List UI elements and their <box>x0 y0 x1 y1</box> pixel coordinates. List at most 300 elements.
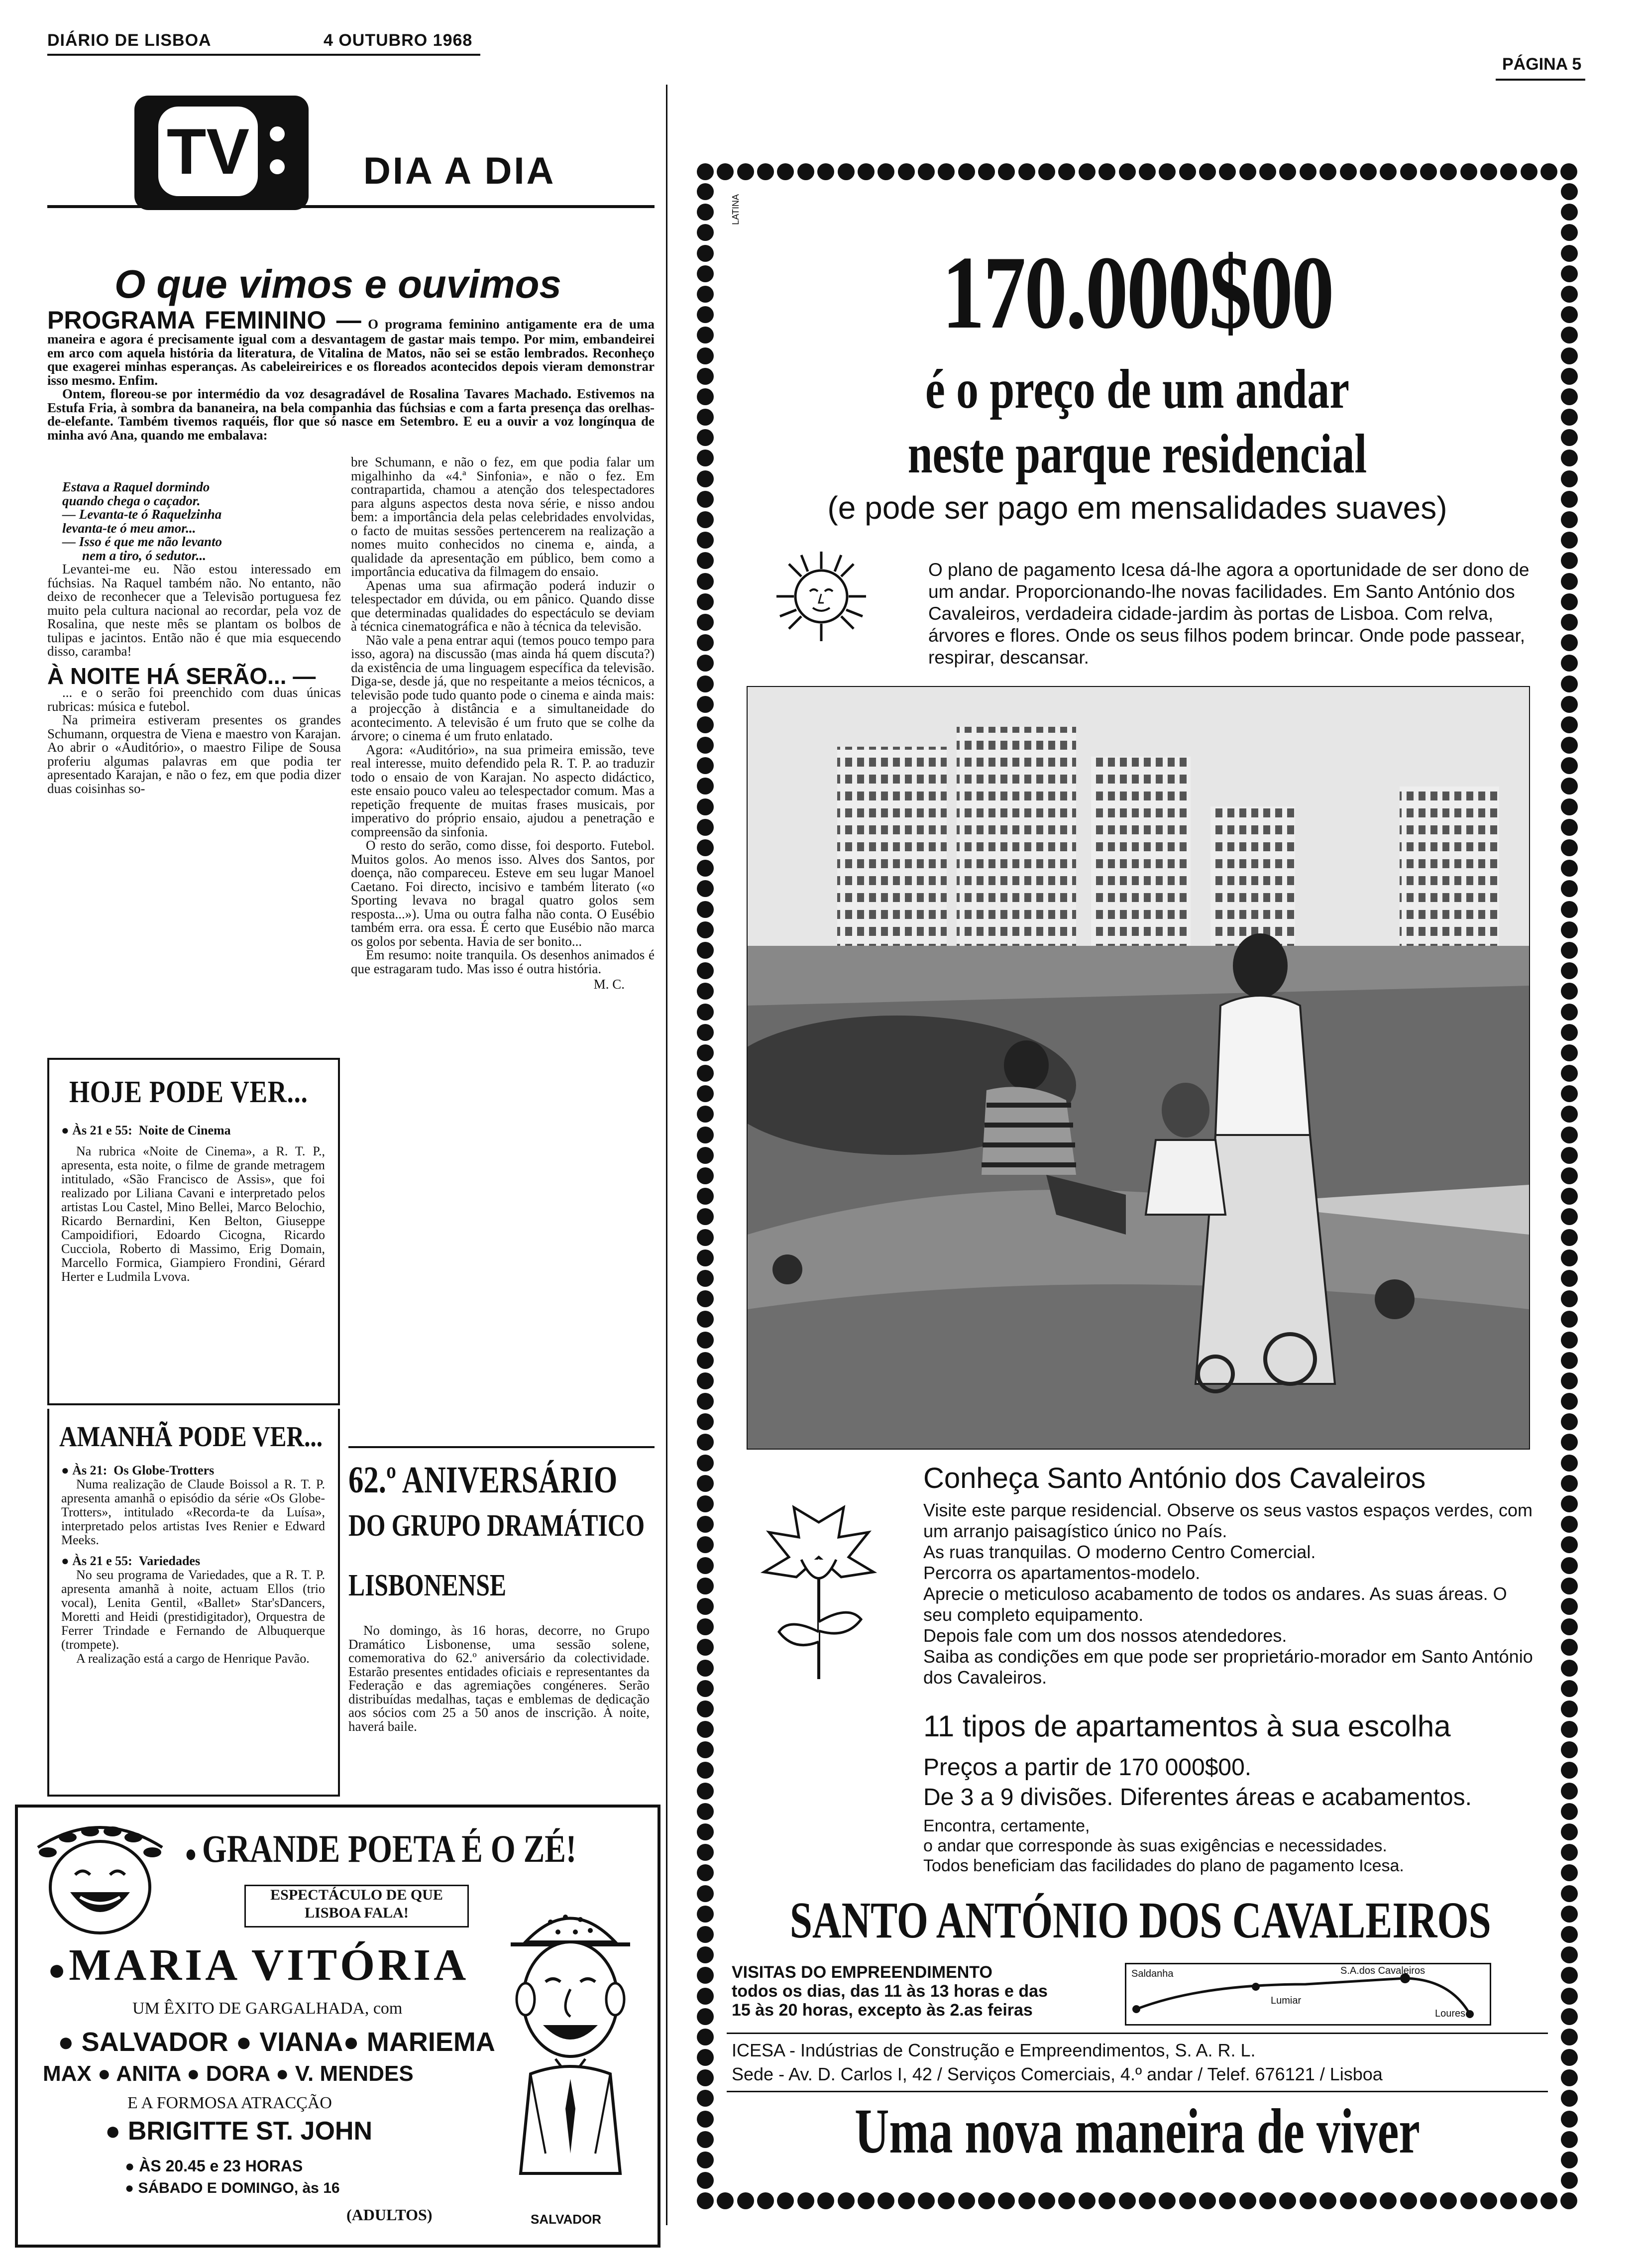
agency-credit: LATINA <box>731 194 741 225</box>
border-dot <box>697 2090 714 2107</box>
border-dot <box>697 819 714 836</box>
banner-line-2: LISBOA FALA! <box>305 1905 409 1921</box>
visitas-line: todos os dias, das 11 às 13 horas e das <box>732 1982 1048 2001</box>
border-dot <box>1561 532 1578 549</box>
border-dot <box>1561 983 1578 1000</box>
ad-headline-4: (e pode ser pago em mensalidades suaves) <box>827 490 1447 526</box>
feature-line: Depois fale com um dos nossos atendedores. <box>923 1625 1287 1646</box>
border-dot <box>697 1413 714 1430</box>
border-dot <box>1561 1475 1578 1492</box>
paragraph: Na primeira estiveram presentes os grandes Schumann, orquestra de Viena e maestro von Karajan. Ao abrir o «Auditório», o maestro Filipe de Sousa proferiu algumas palavras em que podia ter apresentado Karajan, e não o fez, em que podia dizer duas coisinhas so- <box>47 712 341 796</box>
border-dot <box>1521 2192 1537 2209</box>
border-dot <box>958 163 975 180</box>
tipos-heading: 11 tipos de apartamentos à sua escolha <box>923 1709 1451 1743</box>
border-dot <box>697 839 714 856</box>
aniversario-rule <box>348 1446 655 1448</box>
border-dot <box>697 1762 714 1779</box>
border-dot <box>1561 614 1578 631</box>
border-dot <box>697 2049 714 2066</box>
border-dot <box>1561 696 1578 713</box>
border-dot <box>697 1147 714 1164</box>
encontra-line: Encontra, certamente, <box>923 1816 1090 1835</box>
conheca-heading: Conheça Santo António dos Cavaleiros <box>923 1462 1426 1494</box>
border-dot <box>877 2192 894 2209</box>
border-dot <box>1561 1783 1578 1800</box>
border-dot <box>1440 163 1457 180</box>
border-dot <box>697 1495 714 1512</box>
border-dot <box>1561 1311 1578 1328</box>
border-dot <box>697 655 714 672</box>
border-dot <box>918 2192 935 2209</box>
border-dot <box>1300 163 1316 180</box>
border-dot <box>1058 2192 1075 2209</box>
ad-features <box>923 1500 1535 1688</box>
border-dot <box>1561 2172 1578 2189</box>
route-map <box>1125 1963 1491 2026</box>
border-dot <box>1561 839 1578 856</box>
border-dot <box>1139 2192 1156 2209</box>
border-dot <box>697 1106 714 1123</box>
border-dot <box>1561 921 1578 938</box>
border-dot <box>697 634 714 651</box>
dot-border-left <box>697 183 714 2189</box>
border-dot <box>1079 163 1096 180</box>
border-dot <box>1561 245 1578 262</box>
company-address: Sede - Av. D. Carlos I, 42 / Serviços Comerciais, 4.º andar / Telef. 676121 / Lisboa <box>732 2064 1383 2084</box>
flower-icon <box>759 1502 878 1682</box>
border-dot <box>1561 860 1578 877</box>
theatre-tagline: UM ÊXITO DE GARGALHADA, com <box>132 1999 403 2018</box>
border-dot <box>697 1988 714 2005</box>
border-dot <box>1561 2069 1578 2086</box>
page-number: PÁGINA 5 <box>1502 55 1582 74</box>
border-dot <box>898 163 915 180</box>
border-dot <box>1521 163 1537 180</box>
border-dot <box>1561 1188 1578 1205</box>
border-dot <box>1259 163 1276 180</box>
tv-logo <box>134 96 309 210</box>
border-dot <box>1561 1967 1578 1984</box>
border-dot <box>697 1721 714 1738</box>
border-dot <box>697 778 714 794</box>
border-dot <box>1561 1270 1578 1287</box>
caricature-icon <box>496 1895 645 2203</box>
border-dot <box>697 306 714 323</box>
border-dot <box>1561 327 1578 343</box>
border-dot <box>697 183 714 200</box>
border-dot <box>697 1783 714 1800</box>
border-dot <box>1159 163 1176 180</box>
border-dot <box>697 1680 714 1697</box>
border-dot <box>1239 2192 1256 2209</box>
border-dot <box>1119 2192 1136 2209</box>
border-dot <box>1561 1167 1578 1184</box>
border-dot <box>1360 2192 1377 2209</box>
border-dot <box>1561 388 1578 405</box>
precos-line: Preços a partir de 170 000$00. <box>923 1754 1252 1781</box>
tv-article-intro <box>47 308 655 442</box>
border-dot <box>697 1044 714 1061</box>
border-dot <box>697 593 714 610</box>
border-dot <box>1561 1495 1578 1512</box>
border-dot <box>1561 1106 1578 1123</box>
border-dot <box>1561 265 1578 282</box>
border-dot <box>1561 470 1578 487</box>
border-dot <box>697 347 714 364</box>
border-dot <box>1420 163 1437 180</box>
border-dot <box>1561 2049 1578 2066</box>
border-dot <box>1561 2029 1578 2045</box>
border-dot <box>1561 286 1578 303</box>
border-dot <box>1460 2192 1477 2209</box>
border-dot <box>697 573 714 590</box>
theatre-rating: (ADULTOS) <box>346 2206 433 2224</box>
border-dot <box>697 1475 714 1492</box>
border-dot <box>697 1434 714 1451</box>
border-dot <box>1018 2192 1035 2209</box>
border-dot <box>858 163 875 180</box>
border-dot <box>1561 1680 1578 1697</box>
border-dot <box>1561 1741 1578 1758</box>
border-dot <box>1561 757 1578 774</box>
amanha-text-2: No seu programa de Variedades, que a R. T. P. apresenta amanhã à noite, actuam Ellos (trio vocal), Lenita Gentil, «Ballet» Star'sDancers, Moretti and Heidi (prestidigitador), Orquestra de Ferrer Trindade e Fernando de Albuquerque (trompete). <box>61 1568 325 1652</box>
border-dot <box>697 1167 714 1184</box>
border-dot <box>838 163 855 180</box>
border-dot <box>1560 163 1577 180</box>
amanha-time-2: ● Às 21 e 55: <box>61 1554 132 1568</box>
banner-line-1: ESPECTÁCULO DE QUE <box>270 1887 443 1903</box>
border-dot <box>1561 1434 1578 1451</box>
border-dot <box>1239 163 1256 180</box>
tv-article-col1 <box>47 480 341 795</box>
amanha-text-1: Numa realização de Claude Boissol a R. T. P. apresenta amanhã o episódio da série «Os Globe-Trotters», intitulado «Recorda-te da Luísa», interpretado pelos artistas Ives Renier e Edward Meeks. <box>61 1477 325 1547</box>
border-dot <box>838 2192 855 2209</box>
border-dot <box>1561 2131 1578 2148</box>
hoje-box <box>47 1058 340 1405</box>
border-dot <box>737 2192 754 2209</box>
border-dot <box>1561 1127 1578 1143</box>
paragraph: O resto do serão, como disse, foi desporto. Futebol. Muitos golos. Ao menos isso. Alves dos Santos, por doença, não compareceu. Esteve em seu lugar Manoel Caetano. Foi directo, incisivo e também literato («o Sporting levava no bragal quatro golos sem resposta...»). Uma ou outra falha não conta. O Eusébio também erra. ora essa. É certo que Eusébio não marca os golos por sebenta. Havia de ser bonito... <box>351 838 655 949</box>
border-dot <box>717 163 734 180</box>
border-dot <box>1561 1721 1578 1738</box>
border-dot <box>697 1557 714 1574</box>
border-dot <box>1561 183 1578 200</box>
border-dot <box>1561 1844 1578 1861</box>
amanha-text-3: A realização está a cargo de Henrique Pavão. <box>76 1651 310 1666</box>
border-dot <box>1561 1639 1578 1656</box>
border-dot <box>697 1332 714 1349</box>
aniversario-title-1: 62.º ANIVERSÁRIO <box>348 1459 618 1501</box>
border-dot <box>1561 819 1578 836</box>
border-dot <box>1540 2192 1557 2209</box>
border-dot <box>1561 368 1578 385</box>
border-dot <box>1139 163 1156 180</box>
border-dot <box>1561 593 1578 610</box>
border-dot <box>1561 306 1578 323</box>
map-label: Saldanha <box>1131 1968 1174 1979</box>
border-dot <box>1561 634 1578 651</box>
border-dot <box>1561 1004 1578 1021</box>
border-dot <box>697 1372 714 1389</box>
aniversario-title-2: DO GRUPO DRAMÁTICO <box>348 1509 645 1543</box>
border-dot <box>697 204 714 221</box>
border-dot <box>697 245 714 262</box>
border-dot <box>1561 1208 1578 1225</box>
border-dot <box>1420 2192 1437 2209</box>
border-dot <box>1561 573 1578 590</box>
border-dot <box>1360 163 1377 180</box>
paragraph: ... e o serão foi preenchido com duas únicas rubricas: música e futebol. <box>47 685 341 714</box>
border-dot <box>1561 450 1578 466</box>
border-dot <box>1561 347 1578 364</box>
theatre-banner <box>244 1885 469 1928</box>
border-dot <box>697 2192 714 2209</box>
border-dot <box>1561 1660 1578 1677</box>
border-dot <box>697 1578 714 1594</box>
border-dot <box>697 1516 714 1533</box>
border-dot <box>697 1618 714 1635</box>
border-dot <box>757 2192 774 2209</box>
amanha-time-1: ● Às 21: <box>61 1463 107 1477</box>
masthead-rule <box>47 54 480 56</box>
border-dot <box>697 1926 714 1943</box>
border-dot <box>697 1844 714 1861</box>
tv-article-col2 <box>351 455 655 992</box>
border-dot <box>938 163 955 180</box>
poem-line: quando chega o caçador. <box>62 493 201 508</box>
border-dot <box>1561 1516 1578 1533</box>
border-dot <box>1561 901 1578 918</box>
border-dot <box>697 1290 714 1307</box>
border-dot <box>1561 676 1578 692</box>
border-dot <box>697 1864 714 1881</box>
border-dot <box>998 2192 1015 2209</box>
theatre-attraction: E A FORMOSA ATRACÇÃO <box>127 2094 332 2112</box>
theatre-times-1: ● ÀS 20.45 e 23 HORAS <box>125 2157 303 2175</box>
border-dot <box>1340 163 1357 180</box>
border-dot <box>697 1906 714 1923</box>
border-dot <box>697 1701 714 1717</box>
border-dot <box>1400 163 1417 180</box>
company-rule <box>727 2091 1548 2092</box>
border-dot <box>1561 1393 1578 1410</box>
tv-knob-icon <box>270 126 285 141</box>
ad-price: 170.000$00 <box>942 235 1333 350</box>
border-dot <box>1561 1372 1578 1389</box>
border-dot <box>697 860 714 877</box>
border-dot <box>1561 1578 1578 1594</box>
tv-knob-icon <box>270 159 285 174</box>
paragraph: bre Schumann, e não o fez, em que podia falar um migalhinho da «4.ª Sinfonia», e não o fez. Em contrapartida, chamou a atenção dos telespectadores para alguns aspectos desta nova série, e nisso andou bem: a importância dela pelas celebridades envolvidas, o facto de muitas sessões pertencerem na realização a nomes muito conhecidos no cinema e, ainda, a qualidade da apresentação em público, bem como a importância educativa da filmagem do ensaio. <box>351 454 655 579</box>
border-dot <box>1561 1823 1578 1840</box>
border-dot <box>1561 1290 1578 1307</box>
border-dot <box>1279 2192 1296 2209</box>
border-dot <box>877 163 894 180</box>
border-dot <box>697 1598 714 1615</box>
border-dot <box>1380 163 1397 180</box>
border-dot <box>697 1823 714 1840</box>
laughing-face-icon <box>28 1817 172 1937</box>
border-dot <box>697 1352 714 1369</box>
border-dot <box>918 163 935 180</box>
border-dot <box>1561 716 1578 733</box>
dot-border-bottom <box>697 2192 1578 2209</box>
border-dot <box>697 921 714 938</box>
border-dot <box>697 962 714 979</box>
border-dot <box>1561 204 1578 221</box>
paragraph: Levantei-me eu. Não estou interessado em fúchsias. Na Raquel também não. No entanto, não deixo de reconhecer que a Televisão portuguesa fez muito pela cultura nacional ao recordar, pela voz de Rosalina, que neste mês se plantam os bolbos de tulipas e jacintos. Então não é que mia esquecendo disso, caramba! <box>47 562 341 659</box>
border-dot <box>1561 409 1578 426</box>
border-dot <box>697 901 714 918</box>
border-dot <box>1561 2152 1578 2168</box>
border-dot <box>1561 224 1578 241</box>
border-dot <box>1179 163 1196 180</box>
poem-line: — Levanta-te ó Raquelzinha <box>62 507 222 522</box>
border-dot <box>1058 163 1075 180</box>
border-dot <box>1561 1906 1578 1923</box>
border-dot <box>697 737 714 754</box>
visitas-block <box>732 1963 1048 2020</box>
feature-line: Visite este parque residencial. Observe os seus vastos espaços verdes, com um arranjo paisagístico único no País. <box>923 1500 1533 1541</box>
border-dot <box>1561 1988 1578 2005</box>
border-dot <box>697 2008 714 2025</box>
border-dot <box>1038 2192 1055 2209</box>
border-dot <box>1561 552 1578 569</box>
border-dot <box>1380 2192 1397 2209</box>
divisoes-line: De 3 a 9 divisões. Diferentes áreas e acabamentos. <box>923 1784 1472 1811</box>
border-dot <box>697 1803 714 1820</box>
caricature-caption: SALVADOR <box>531 2212 602 2227</box>
border-dot <box>1561 1536 1578 1553</box>
border-dot <box>1300 2192 1316 2209</box>
ad-headline-3: neste parque residencial <box>907 423 1367 485</box>
amanha-title: AMANHÃ PODE VER... <box>59 1420 323 1453</box>
border-dot <box>1119 163 1136 180</box>
aniversario-article <box>348 1624 650 1733</box>
encontra-line: o andar que corresponde às suas exigências e necessidades. <box>923 1836 1387 1855</box>
theatre-star: ● BRIGITTE ST. JOHN <box>105 2117 373 2146</box>
border-dot <box>697 409 714 426</box>
border-dot <box>858 2192 875 2209</box>
border-dot <box>1561 1762 1578 1779</box>
map-label: Loures <box>1435 2008 1466 2019</box>
border-dot <box>697 1024 714 1041</box>
sun-logo-icon <box>774 549 869 644</box>
border-dot <box>1098 163 1115 180</box>
map-label: Lumiar <box>1271 1995 1302 2006</box>
border-dot <box>697 1536 714 1553</box>
paragraph: No domingo, às 16 horas, decorre, no Grupo Dramático Lisbonense, uma sessão solene, comemorativa do 62.º aniversário da colectividade. Estarão presentes entidades oficiais e representantes da Federação e das agremiações congéneres. Serão distribuídas medalhas, taças e emblemas de dedicação aos sócios com 25 a 50 anos de inscrição. À noite, haverá baile. <box>348 1623 650 1734</box>
border-dot <box>697 368 714 385</box>
border-dot <box>697 716 714 733</box>
subheading-feminino: PROGRAMA FEMININO — <box>47 306 361 334</box>
feature-line: Percorra os apartamentos-modelo. <box>923 1563 1201 1583</box>
border-dot <box>697 676 714 692</box>
border-dot <box>1561 1598 1578 1615</box>
border-dot <box>1560 2192 1577 2209</box>
border-dot <box>1199 2192 1216 2209</box>
border-dot <box>1561 962 1578 979</box>
border-dot <box>1480 163 1497 180</box>
dot-border-top <box>697 163 1578 180</box>
border-dot <box>938 2192 955 2209</box>
border-dot <box>1561 737 1578 754</box>
border-dot <box>1561 2090 1578 2107</box>
border-dot <box>1561 429 1578 446</box>
border-dot <box>1561 1864 1578 1881</box>
residential-park-photo <box>747 686 1530 1450</box>
border-dot <box>797 163 814 180</box>
border-dot <box>697 265 714 282</box>
border-dot <box>697 2172 714 2189</box>
border-dot <box>697 1229 714 1246</box>
border-dot <box>1561 1455 1578 1472</box>
border-dot <box>1561 1618 1578 1635</box>
visitas-title: VISITAS DO EMPREENDIMENTO <box>732 1963 992 1982</box>
border-dot <box>697 1085 714 1102</box>
border-dot <box>1500 2192 1517 2209</box>
theatre-cast-2: MAX ● ANITA ● DORA ● V. MENDES <box>43 2061 414 2086</box>
border-dot <box>1319 163 1336 180</box>
border-dot <box>1500 163 1517 180</box>
border-dot <box>1480 2192 1497 2209</box>
border-dot <box>958 2192 975 2209</box>
border-dot <box>1199 163 1216 180</box>
border-dot <box>757 163 774 180</box>
feature-line: As ruas tranquilas. O moderno Centro Comercial. <box>923 1542 1316 1562</box>
hoje-title: HOJE PODE VER... <box>69 1075 308 1109</box>
ad-intro: O plano de pagamento Icesa dá-lhe agora a oportunidade de ser dono de um andar. Proporcionando-lhe novas facilidades. Em Santo António dos Cavaleiros, verdadeira cidade-jardim às portas de Lisboa. Com relva, árvores e flores. Onde os seus filhos podem brincar. Onde pode passear, respirar, descansar. <box>928 560 1530 668</box>
border-dot <box>1079 2192 1096 2209</box>
company-rule <box>727 2033 1548 2034</box>
amanha-program-2: Variedades <box>138 1554 201 1568</box>
section-title: DIA A DIA <box>363 150 556 192</box>
border-dot <box>697 1885 714 1902</box>
poem-line: — Isso é que me não levanto <box>62 534 222 549</box>
border-dot <box>1561 1926 1578 1943</box>
poem-line: nem a tiro, ó sedutor... <box>82 548 207 563</box>
border-dot <box>697 614 714 631</box>
section-rule <box>47 205 655 208</box>
border-dot <box>697 2131 714 2148</box>
subheading-serao: À NOITE HÁ SERÃO... — <box>47 663 316 689</box>
border-dot <box>697 1208 714 1225</box>
visitas-line: 15 às 20 horas, excepto às 2.as feiras <box>732 2001 1033 2020</box>
feature-line: Aprecie o meticuloso acabamento de todos os andares. As suas áreas. O seu completo equipamento. <box>923 1584 1507 1625</box>
author-signature: M. C. <box>593 977 625 992</box>
dot-border-right <box>1561 183 1578 2189</box>
border-dot <box>697 1741 714 1758</box>
border-dot <box>697 696 714 713</box>
paragraph: Apenas uma sua afirmação poderá induzir o telespectador em dúvida, ou em pânico. Quando disse que determinadas qualidades do espectáculo se deviam à técnica cinematográfica e não à técnica da televisão. <box>351 577 655 634</box>
border-dot <box>1038 163 1055 180</box>
amanha-program-1: Os Globe-Trotters <box>113 1463 215 1477</box>
border-dot <box>898 2192 915 2209</box>
border-dot <box>697 2152 714 2168</box>
border-dot <box>1219 163 1236 180</box>
border-dot <box>1179 2192 1196 2209</box>
border-dot <box>1561 1065 1578 1082</box>
company-name: ICESA - Indústrias de Construção e Empreendimentos, S. A. R. L. <box>732 2040 1256 2060</box>
border-dot <box>1219 2192 1236 2209</box>
feature-line: Saiba as condições em que pode ser proprietário-morador em Santo António dos Cavaleiros. <box>923 1646 1533 1688</box>
newspaper-name: DIÁRIO DE LISBOA <box>47 31 212 50</box>
tv-logo-text: TV <box>158 107 258 196</box>
border-dot <box>697 1660 714 1677</box>
border-dot <box>1561 1885 1578 1902</box>
encontra-text <box>923 1816 1535 1876</box>
encontra-line: Todos beneficiam das facilidades do plano de pagamento Icesa. <box>923 1856 1404 1875</box>
